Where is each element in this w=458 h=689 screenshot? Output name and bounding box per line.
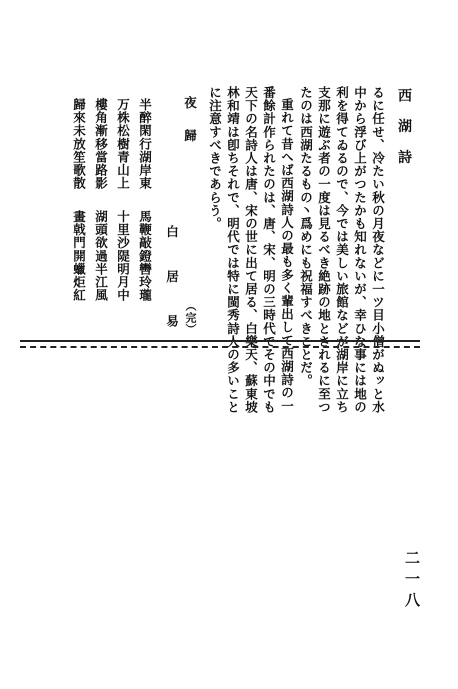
poem-title: 夜 歸	[182, 96, 198, 146]
poem-line: 十里沙隄明月中	[115, 210, 131, 302]
divider-rule-wavy	[20, 346, 420, 348]
prose-line: 番餘計作られたのは、唐、宋、明の三時代でその中でも	[261, 86, 277, 414]
prose-line: 中から浮び上がつたかも知れないが、幸ひな事には地の	[352, 86, 368, 414]
prose-line: 重れて昔へば西湖詩人の最も多く輩出して西湖詩の一	[279, 98, 295, 413]
poem-line: 畫戟門開蠟炬紅	[71, 210, 87, 302]
prose-line: 天下の名詩人は唐、宋の世に出て居る、白樂天、蘇東坡	[243, 86, 259, 414]
divider-rule	[20, 340, 420, 342]
poem-line: 歸來未放笙歌散	[71, 98, 87, 190]
page-header-title: 西 湖 詩	[396, 88, 412, 170]
prose-line: たのは西湖たるもの丶爲めにも祝福すべきことだ。	[298, 86, 314, 388]
prose-line: に注意すべきであらう。	[207, 86, 223, 231]
page-number: 二一八	[403, 550, 421, 613]
prose-line: 利を得てゐるので、今では美しい旅館などが湖岸に立ち	[334, 86, 350, 414]
poem-author: 白 居 易	[164, 225, 180, 342]
poem-line: 湖頭欲過半江風	[93, 210, 109, 302]
prose-line: 支那に遊ぶ者の一度は見るべき絶跡の地とされるに至つ	[316, 86, 332, 414]
end-mark: （完）	[184, 300, 197, 335]
prose-line: 林和靖は卽ちそれで、明代では特に閩秀詩人の多いこと	[225, 86, 241, 414]
poem-line: 万株松樹青山上	[115, 98, 131, 190]
prose-line: るに任せ、冷たい秋の月夜などに一ツ目小僧がぬッと水	[370, 86, 386, 414]
poem-line: 樓角漸移當路影	[93, 98, 109, 190]
poem-line: 馬鞭敲鐙轡玲瓏	[137, 210, 153, 302]
poem-line: 半醉閑行湖岸東	[137, 98, 153, 190]
